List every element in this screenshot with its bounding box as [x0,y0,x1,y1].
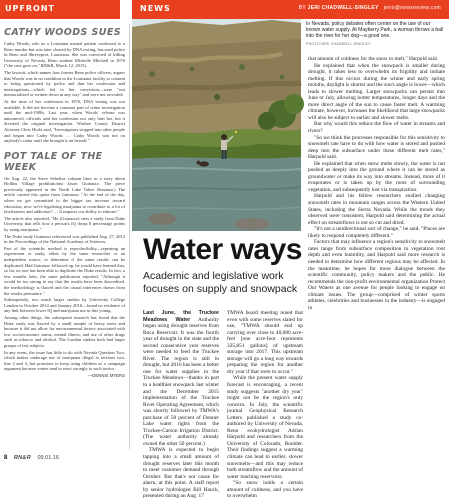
brief-paragraph: The Duke study Guinasso referenced was published Aug. 27, 2012 in the Proceedings of the National Academy of Sciences. [4,233,125,245]
brief-signature: —DENNIS MYERS [87,372,125,378]
brief-heading-pot-tale: POT TALE OF THE WEEK [4,150,103,173]
brief-paragraph: In any event, the issue has little to do with Nevada Question Two, which makes underage use of marijuana illegal at sections two, line 2 and 3, but promises to keep using children as a campaign argument because voters tend to react strongly to such tactics. [4,349,125,372]
river-photo [132,19,301,231]
page-footer [4,455,59,461]
brief-paragraph: The article also reported, "He (Guinasso) cites a study from Duke University that tells how a person's IQ drops 8 percentage points by using marijuana." [4,215,125,233]
brief-paragraph: Among other things, the subsequent research has found that the Duke study was flawed by a small sample of heavy users and because it did not allow for environmental factors associated with low socioeconomic status, mental illness, and use of other drugs such as tobacco and alcohol. The London studies both had larger groups of test subjects. [4,314,125,348]
sidebar-briefs [4,27,125,445]
brief-paragraph: The lawsuit, which names four former Reno police officers, argues that Woods was in no condition in the Louisiana facility to consent to being questioned by police and that her confession and interrogations—which led to her conviction—were "not memorialized or written down in any way" and were not recorded. [4,69,125,98]
article-paragraph: "So snow holds a certain amount of coldness, and you have to overwhelm [227,480,303,500]
section-banner-news [132,0,449,19]
publication-name: RN&R [13,455,31,461]
article-paragraph: TMWA board meeting noted that even with some reserves slated for use, "TMWA should end up carrying over close to 40,000 acre-feet [one acre-foot represents 325,851 gallons] of upstream storage into 2017. This upstream storage will go a long way towards preparing the region for another dry year if that were to occur." [227,310,303,375]
article-paragraph: Factors that may influence a region's sensitivity to snowmelt rates range from subsurface composition to vegetation root depth and even humidity, and Harpold said more research is needed to determine how different regions may be affected. In the meantime, he hopes for more dialogue between the scientific community, policy makers and the public. He recommends the non-profit environmental organization Protect Our Waters as one avenue for people looking to engage on climate issues. The group—comprised of winter sports athletes, celebrities and businesses in the industry—is engaged in [308,239,445,311]
article-paragraph: He explained that when the snowpack is smaller during drought, it takes less to overwhelm its frigidity and initiate melting. If this occurs during the winter and early spring months, daylight is shorter and the sun's angle is lower—which leads to slower melting. Larger snowpacks can persist into June or July, allowing hotter temperatures, longer days and the more direct angle of the sun to cause faster melt. A warming climate, however, increases the likelihood that large snowpacks will also be subject to earlier and slower melts. [308,62,445,121]
section-banner-upfront [0,0,120,19]
article-headline: Water ways [143,233,302,266]
article-paragraph: "So we think the processes responsible for this sensitivity to snowmelt rate have to do with how water is stored and pushed deep into the subsurface under these different melt rates," Harpold said. [308,134,445,161]
photo-credit: PHOTO/JERI CHADWELL-SINGLEY [306,41,371,46]
author-name: JERI CHADWELL-SINGLEY [307,5,379,11]
brief-heading-woods: CATHY WOODS SUES [4,27,121,38]
article-column-3 [308,56,445,311]
byline [299,5,441,11]
article-lede-continuation: Authority began using drought reserves from Boca Reservoir. It was the fourth year of drought in the state and the second consecutive year reserves were needed to feed the Truckee River. The region is still in drought, but 2016 has been a better one for water supplies in the Truckee Meadows—thanks in part to a healthier snowpack last winter and the December 2015 implementation of the Truckee River Operating Agreement, which was shortly followed by TMWA's purchase of 50 percent of Donner Lake water rights from the Truckee-Carson Irrigation District. (The water authority already owned the other 50 percent.) [143,316,219,447]
author-email[interactable]: jerio@newsreview.com [383,5,441,11]
brief-paragraph: Subsequently, two much larger studies by University College London in October 2014 and January 2016—found no evidence of any link between lower IQ and marijuana use in this young. [4,297,125,314]
column-divider [129,24,130,449]
article-paragraph: TMWA is expected to begin tapping into a small amount of drought reserves later this month to meet customer demand through October. But that's not cause for alarm, at this point. A staff report by senior hydrologist Bill Hauck, presented during an Aug. 17 [143,447,219,500]
article-column-2 [227,310,303,500]
section-label-upfront: UPFRONT [5,4,55,13]
page-number: 8 [4,455,8,461]
article-paragraph: Harpold and his fellow researchers studied changing snowmelt rates in mountain ranges across the Western United States, including the Sierra Nevada. While the trends they observed were consistent, Harpold said determining the actual effect on streamflows is not so cut and dried. [308,193,445,226]
section-label-news: NEWS [140,4,171,13]
article-column-1 [143,310,219,500]
issue-date: 09.01.16 [37,455,59,461]
brief-paragraph: Cathy Woods, who as a Louisiana mental patient confessed to a Reno murder but was later cleared by DNA testing, has sued police in Reno and Shreveport, Louisiana. She was convicted of killing University of Nevada, Reno student Michelle Mitchell in 1976 ("the case goes on," RN&R, March 12, 2015). [4,41,125,69]
article-paragraph: that amount of coldness for the snow to melt," Harpold said. [308,56,439,62]
brief-paragraph: On Aug. 22, the Steve Sebelius column lines in a story about Hollins Village prohibitionist Jason Guinasso. The piece previously appeared in the North Lake Tahoe Bonanza.) The article carried this quote from Guinasso: "At the end of the day, when we get committed to the bigger tax increase toward education, now we're legalizing marijuana to contribute to a lot of lawlessness and addiction? … It impacts our ability to educate." [4,175,125,215]
brief-paragraph: At the time of her confession in 1976, DNA testing was not available. It did not become a common part of crime investigation until the mid-1980s. Last year, when Woods' release was announced, officials said her confession not only hurt her, but it diverted the original investigation. Washoe County District Attorney Chris Hicks said, "Investigators stopped into other people and began into Cathy Woods. … Cathy Woods was not on anybody's radar until she brought it on herself." [4,98,125,144]
article-paragraph: He explained that when snow melts slowly, the water is not pushed as deeply into the ground where it can be stored as groundwater or make its way into streams. Instead, more of it evaporates or is taken up by the roots of surrounding vegetation, and subsequently lost via transpiration. [308,160,445,193]
byline-prefix: BY [298,5,306,11]
article-subhead: Academic and legislative work focuses on supply and snowpack [143,270,298,295]
article-lede-paragraph [143,310,219,447]
brief-paragraph: Part of the scientific method is reproducibility—repeating an experiment or study, either by the same researcher or an independent source, to determine if the same results can be duplicated. Had Guinasso followed up, he would have learned that, so far, no one has been able to duplicate the Duke results. In fact, a few months later, the same publication reported, "Although it would be too strong to say that the results have been discredited, the methodology is flawed and the causal inferences drawn from the results premature." [4,245,125,296]
photo-caption [306,21,445,47]
article-paragraph: While the present water supply forecast is encouraging, a recent study suggests "another dry year" might not be the region's only concern. In July, the scientific journal Geophysical Research Letters published a study co-authored by University of Nevada, Reno ecohydrologist Adrian Harpold and researchers from the University of Colorado, Boulder. Their findings suggest a warming climate can lead to earlier, slower snowmelts—and this may reduce both streamflow and the amount of water reaching reservoirs. [227,375,303,480]
article-paragraph: "It's not a unidirectional sort of change," he said. "Places are likely to respond completely different." [308,226,445,239]
article-paragraph: But why would this reduce the flow of water in streams and rivers? [308,121,445,135]
article-lede: Last June, the Truckee Meadows Water [143,310,219,323]
caption-text: In Nevada, policy debates often center on the use of our known water supply. At Mayberry Park, a woman throws a ball into the river for her dog—a good one. [306,21,444,40]
